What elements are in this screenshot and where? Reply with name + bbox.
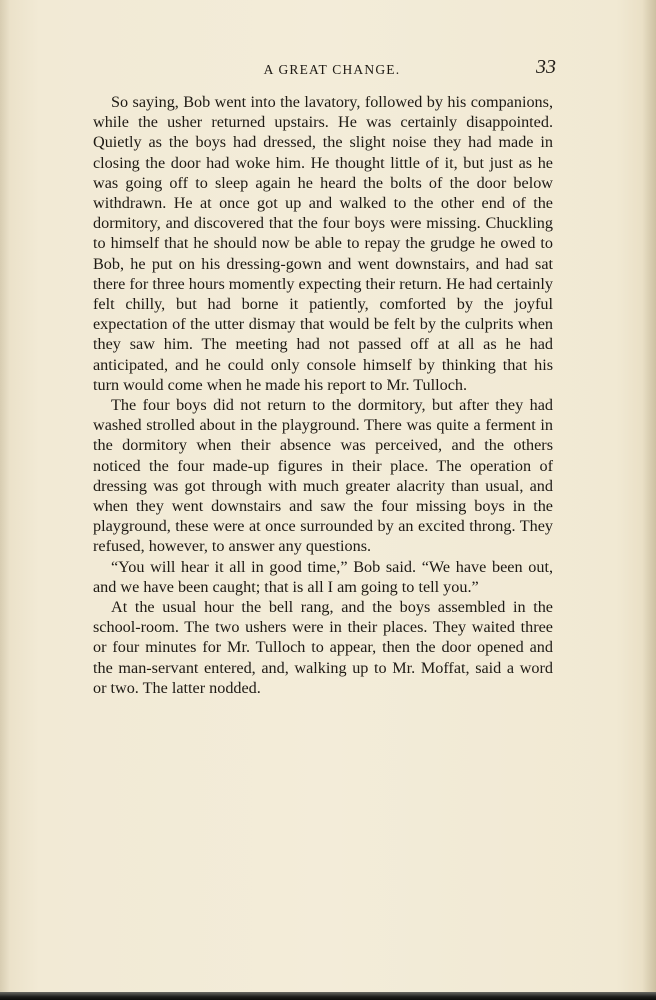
paragraph: “You will hear it all in good time,” Bob said. “We have been out, and we have been caught; that is all I am going to tell you.” (93, 557, 553, 596)
paragraph: So saying, Bob went into the lavatory, followed by his companions, while the usher returned upstairs. He was certainly disappointed. Quietly as the boys had dressed, the slight noise they had made in closing the door had woke him. He thought little of it, but just as he was going off to sleep again he heard the bolts of the door below withdrawn. He at once got up and walked to the other end of the dormitory, and discovered that the four boys were missing. Chuckling to himself that he should now be able to repay the grudge he owed to Bob, he put on his dressing-gown and went downstairs, and had sat there for three hours momently expecting their return. He had certainly felt chilly, but had borne it patiently, comforted by the joyful expectation of the utter dismay that would be felt by the culprits when they saw him. The meeting had not passed off at all as he had anticipated, and he could only console himself by thinking that his turn would come when he made his report to Mr. Tulloch. (93, 93, 553, 394)
page-left-edge-shadow (0, 0, 10, 1000)
running-head (94, 56, 556, 86)
paragraph: The four boys did not return to the dormitory, but after they had washed strolled about in the playground. There was quite a ferment in the dormitory when their absence was perceived, and the others noticed the four made-up figures in their place. The operation of dressing was got through with much greater alacrity than usual, and when they went downstairs and saw the four missing boys in the playground, these were at once surrounded by an excited throng. They refused, however, to answer any questions. (93, 396, 553, 556)
page-number: 33 (536, 56, 556, 78)
paragraph: At the usual hour the bell rang, and the boys assembled in the school-room. The two ushers were in their places. They waited three or four minutes for Mr. Tulloch to appear, then the door opened and the man-servant entered, and, walking up to Mr. Moffat, said a word or two. The latter nodded. (93, 598, 553, 697)
scan-bottom-edge (0, 992, 656, 1000)
page-right-edge-shadow (642, 0, 656, 1000)
body-text (93, 92, 553, 698)
chapter-running-title: A GREAT CHANGE. (263, 62, 401, 77)
